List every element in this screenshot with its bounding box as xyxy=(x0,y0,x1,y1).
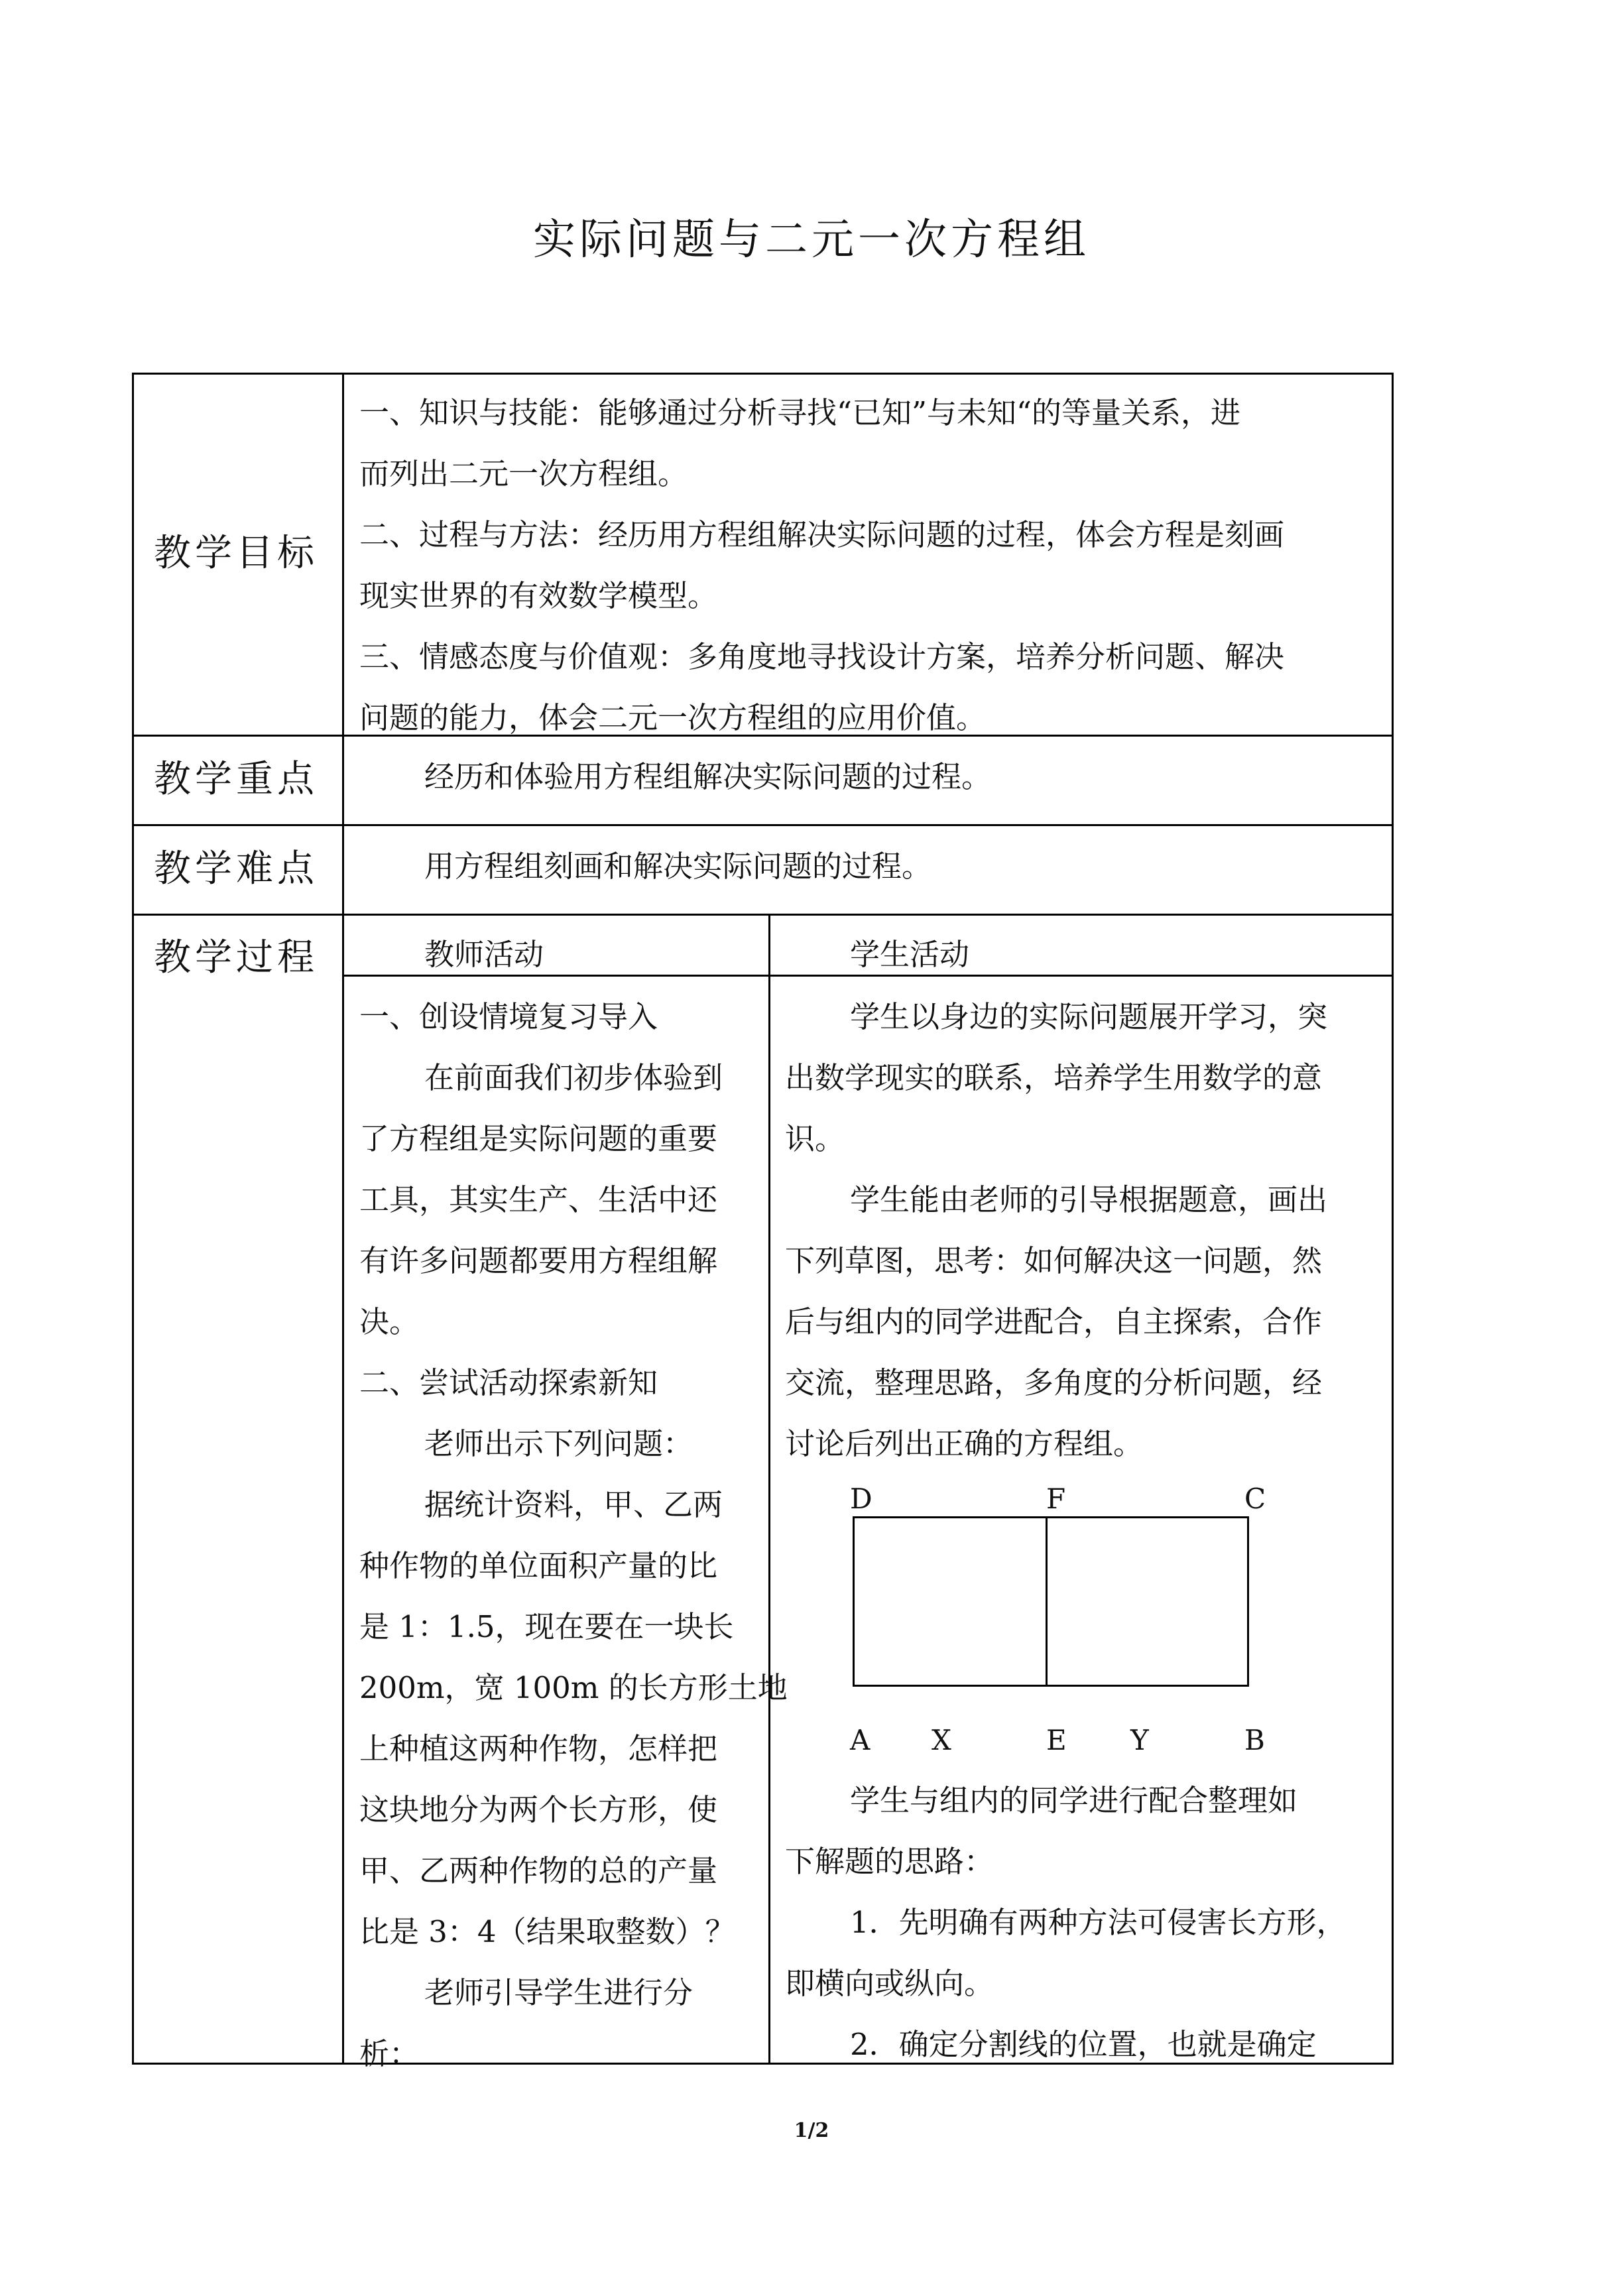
goals-line: 问题的能力，体会二元一次方程组的应用价值。 xyxy=(359,700,987,735)
diagram-label-x: X xyxy=(932,1724,951,1756)
diagram-label-d: D xyxy=(850,1482,872,1515)
student-line: 即横向或纵向。 xyxy=(785,1966,994,2001)
teacher-line: 工具，其实生产、生活中还 xyxy=(359,1182,718,1217)
student-line: 后与组内的同学进配合，自主探索，合作 xyxy=(785,1304,1323,1339)
student-line: 学生以身边的实际问题展开学习，突 xyxy=(850,999,1328,1034)
teacher-line: 了方程组是实际问题的重要 xyxy=(359,1121,718,1156)
row-divider-difficulty xyxy=(132,914,1394,916)
teacher-line: 在前面我们初步体验到 xyxy=(424,1060,723,1095)
diagram-label-f: F xyxy=(1046,1482,1066,1515)
teacher-line: 老师出示下列问题： xyxy=(424,1426,693,1461)
goals-line: 而列出二元一次方程组。 xyxy=(359,456,688,491)
teacher-line: 200m，宽 100m 的长方形土地 xyxy=(359,1670,788,1705)
student-line: 下列草图，思考：如何解决这一问题，然 xyxy=(785,1243,1323,1278)
page-number: 1/2 xyxy=(794,2119,829,2142)
label-column-divider xyxy=(342,373,344,2065)
goals-line: 三、情感态度与价值观：多角度地寻找设计方案，培养分析问题、解决 xyxy=(359,639,1285,674)
difficulty-label: 教学难点 xyxy=(154,847,318,890)
student-line: 2．确定分割线的位置，也就是确定 xyxy=(850,2027,1317,2062)
student-line: 出数学现实的联系，培养学生用数学的意 xyxy=(785,1060,1323,1095)
teacher-line: 这块地分为两个长方形，使 xyxy=(359,1792,718,1827)
key-point-text: 经历和体验用方程组解决实际问题的过程。 xyxy=(424,759,992,794)
teacher-line: 据统计资料，甲、乙两 xyxy=(424,1487,723,1522)
teacher-line: 决。 xyxy=(359,1304,420,1339)
diagram-rectangle xyxy=(853,1516,1249,1687)
student-line: 学生能由老师的引导根据题意，画出 xyxy=(850,1182,1328,1217)
table-border-top xyxy=(132,373,1394,375)
teacher-line: 上种植这两种作物，怎样把 xyxy=(359,1731,718,1766)
process-label: 教学过程 xyxy=(154,936,318,979)
teacher-line: 种作物的单位面积产量的比 xyxy=(359,1548,718,1583)
difficulty-text: 用方程组刻画和解决实际问题的过程。 xyxy=(424,849,932,884)
row-divider-key xyxy=(132,824,1394,826)
goals-line: 现实世界的有效数学模型。 xyxy=(359,578,718,613)
page-title: 实际问题与二元一次方程组 xyxy=(533,215,1090,265)
goals-label: 教学目标 xyxy=(154,532,318,575)
diagram-label-b: B xyxy=(1244,1724,1265,1756)
teacher-line: 是 1：1.5，现在要在一块长 xyxy=(359,1609,734,1644)
teacher-line: 甲、乙两种作物的总的产量 xyxy=(359,1853,718,1888)
student-line: 1．先明确有两种方法可侵害长方形， xyxy=(850,1905,1347,1940)
diagram-label-e: E xyxy=(1046,1724,1067,1756)
diagram-label-a: A xyxy=(850,1724,871,1756)
student-line: 识。 xyxy=(785,1121,845,1156)
key-point-label: 教学重点 xyxy=(154,758,318,801)
table-border-right xyxy=(1392,373,1394,2065)
teacher-line: 老师引导学生进行分 xyxy=(424,1975,693,2010)
teacher-activity-header: 教师活动 xyxy=(424,937,544,972)
goals-line: 二、过程与方法：经历用方程组解决实际问题的过程，体会方程是刻画 xyxy=(359,517,1285,552)
teacher-line: 比是 3：4（结果取整数）？ xyxy=(359,1914,735,1949)
goals-line: 一、知识与技能：能够通过分析寻找“已知”与未知“的等量关系，进 xyxy=(359,395,1241,430)
teacher-line: 析： xyxy=(359,2036,420,2071)
diagram-divider-line xyxy=(1046,1516,1048,1687)
teacher-line: 一、创设情境复习导入 xyxy=(359,999,658,1034)
diagram-label-c: C xyxy=(1244,1482,1266,1515)
student-line: 学生与组内的同学进行配合整理如 xyxy=(850,1783,1298,1818)
student-activity-header: 学生活动 xyxy=(850,937,970,972)
activity-column-divider xyxy=(768,914,770,2065)
student-line: 下解题的思路： xyxy=(785,1844,994,1879)
student-line: 讨论后列出正确的方程组。 xyxy=(785,1426,1144,1461)
student-line: 交流，整理思路，多角度的分析问题，经 xyxy=(785,1365,1323,1400)
teacher-line: 二、尝试活动探索新知 xyxy=(359,1365,658,1400)
table-border-left xyxy=(132,373,134,2065)
teacher-line: 有许多问题都要用方程组解 xyxy=(359,1243,718,1278)
diagram-label-y: Y xyxy=(1130,1724,1149,1756)
